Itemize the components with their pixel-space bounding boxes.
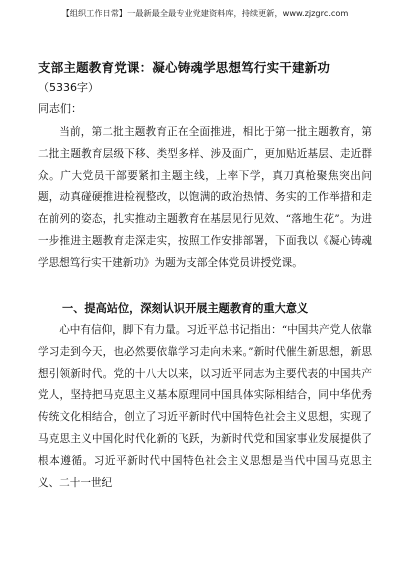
page-header: 【组织工作日常】一最新最全最专业党建资料库，持续更新，www.zjzgrc.com — [61, 8, 349, 18]
paragraph: 当前，第二批主题教育正在全面推进，相比于第一批主题教育，第二批主题教育层级下移、类型多样、涉及面广，更加贴近基层、走近群众。广大党员干部要紧扣主题主线，上率下学，真刀真枪聚焦突出问题，动真碰硬推进检视整改，以饱满的政治热情、务实的工作举措和走在前列的姿态，扎实推动主题教育在基层见行见效、“落地生花”。为进一步推进主题教育走深走实，按照工作安排部署，下面我以《凝心铸魂学思想笃行实干建新功》为题为支部全体党员讲授党课。 — [38, 126, 372, 269]
paragraph: 心中有信仰，脚下有力量。习近平总书记指出：“中国共产党人依靠学习走到今天，也必然要依靠学习走向未来。”新时代催生新思想，新思想引领新时代。党的十八大以来，以习近平同志为主要代表的中国共产党人，坚持把马克思主义基本原理同中国具体实际相结合，同中华优秀传统文化相结合，创立了习近平新时代中国特色社会主义思想，实现了马克思主义中国化时代化新的飞跃，为新时代党和国家事业发展提供了根本遵循。习近平新时代中国特色社会主义思想是当代中国马克思主义、二十一世纪 — [38, 324, 372, 489]
word-count: （5336字） — [38, 81, 99, 94]
section-heading: 一、提高站位，深刻认识开展主题教育的重大意义 — [62, 302, 309, 315]
section-body — [38, 320, 372, 494]
greeting: 同志们： — [38, 102, 82, 115]
document-title: 支部主题教育党课：凝心铸魂学思想笃行实干建新功 — [38, 60, 331, 75]
intro-paragraph — [38, 122, 372, 275]
